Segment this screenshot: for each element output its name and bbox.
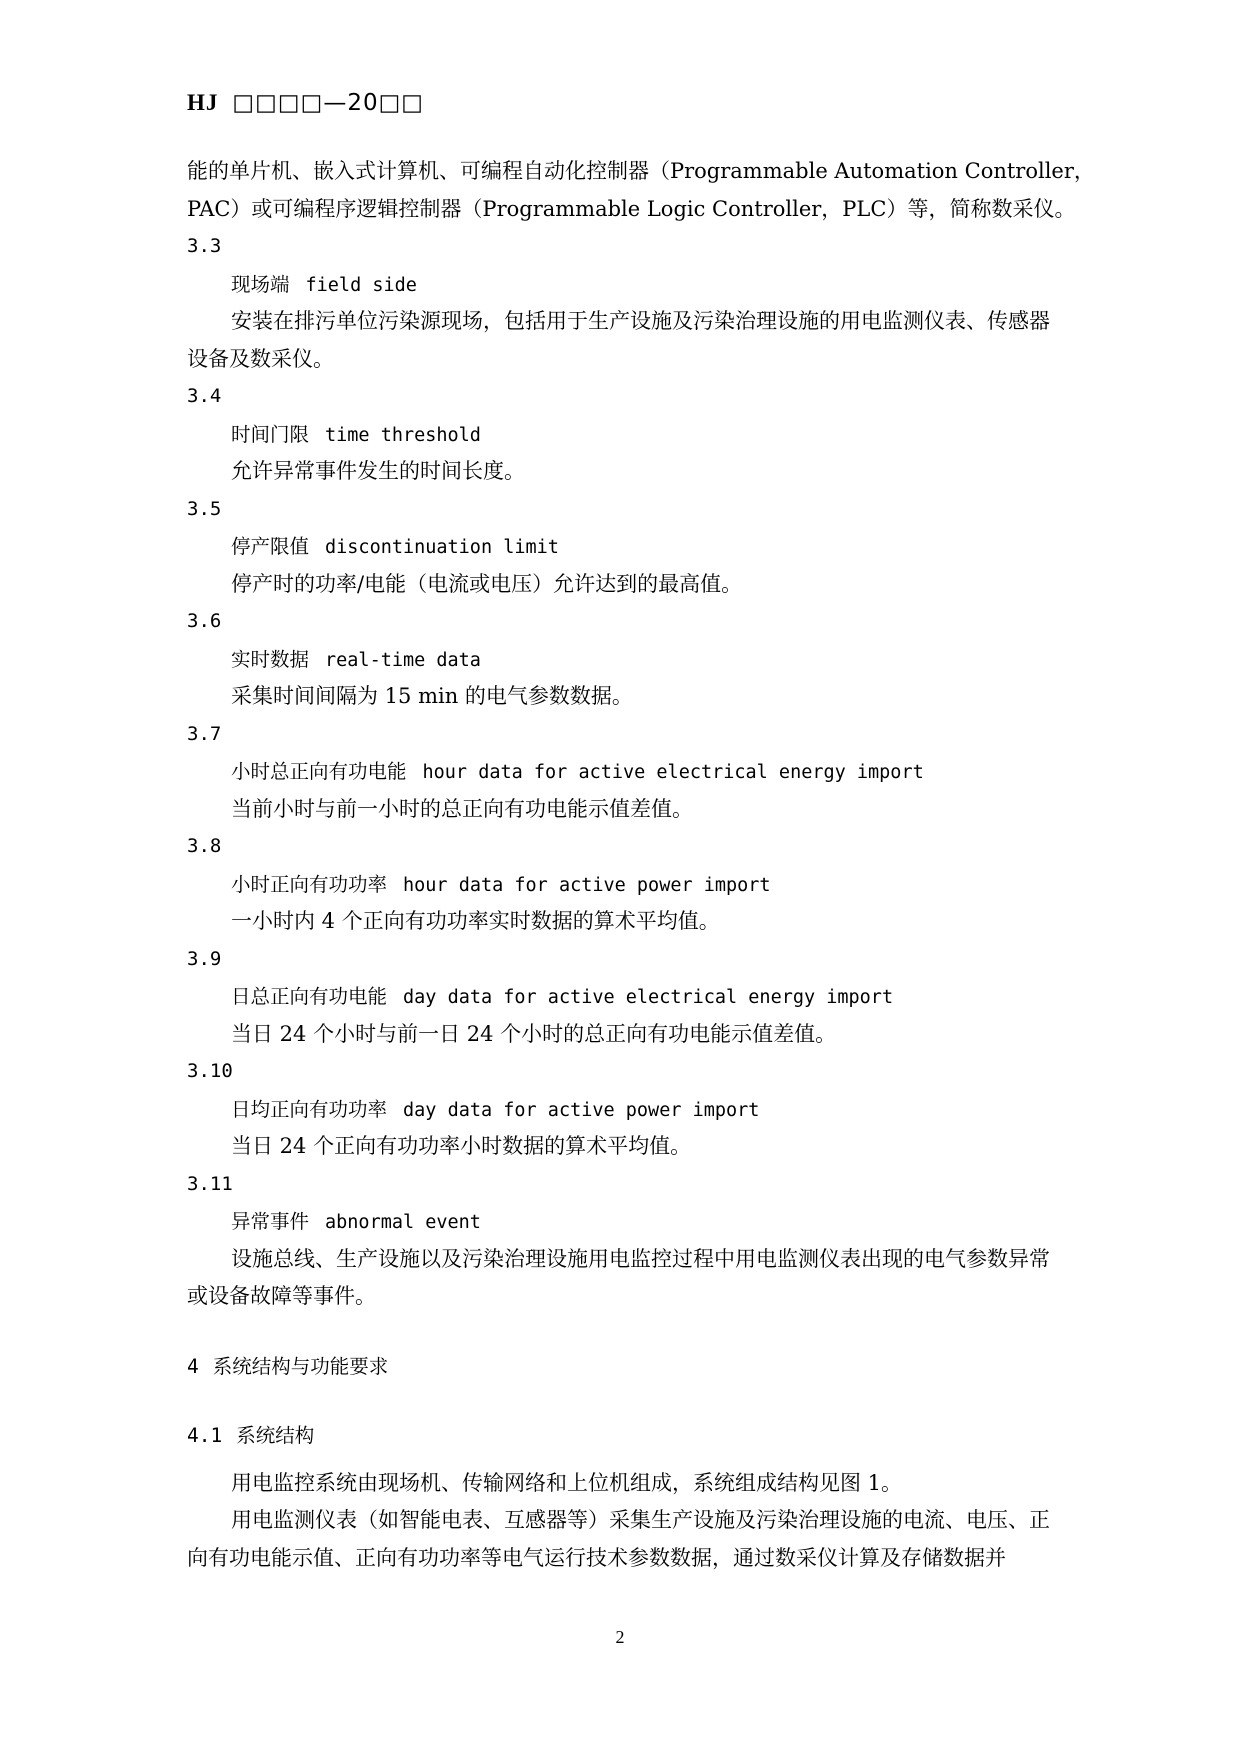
subsection-title: 系统结构 bbox=[236, 1424, 315, 1447]
term-definition: 设施总线、生产设施以及污染治理设施用电监控过程中用电监测仪表出现的电气参数异常或设备故障等事件。 bbox=[187, 1246, 1050, 1308]
term-number: 3.7 bbox=[187, 722, 222, 745]
term-number: 3.6 bbox=[187, 610, 222, 632]
spacer bbox=[187, 1316, 1055, 1348]
term-number: 3.10 bbox=[187, 1060, 233, 1082]
term-definition: 停产时的功率/电能（电流或电压）允许达到的最高值。 bbox=[231, 571, 743, 596]
term-chinese: 停产限值 bbox=[231, 535, 310, 558]
term-title bbox=[187, 416, 1055, 454]
term-chinese: 实时数据 bbox=[231, 647, 310, 671]
term-definition: 当前小时与前一小时的总正向有功电能示值差值。 bbox=[231, 796, 693, 821]
term-english: field side bbox=[305, 274, 417, 296]
term-chinese: 异常事件 bbox=[231, 1210, 310, 1233]
term-number: 3.4 bbox=[187, 385, 222, 407]
term-number: 3.8 bbox=[187, 835, 222, 857]
intro-line-1: 能的单片机、嵌入式计算机、可编程自动化控制器（Programmable Automation Controller， bbox=[187, 159, 1095, 183]
section-heading bbox=[187, 1348, 1055, 1386]
page-number: 2 bbox=[615, 1627, 625, 1647]
term-english: real-time data bbox=[325, 649, 481, 671]
term-english: day data for active power import bbox=[403, 1099, 760, 1121]
term-title bbox=[187, 866, 1055, 904]
spacer bbox=[187, 1455, 1055, 1465]
term-title bbox=[187, 266, 1055, 304]
section-number: 4 bbox=[187, 1354, 199, 1378]
term-chinese: 日总正向有功电能 bbox=[231, 985, 388, 1008]
term-chinese: 现场端 bbox=[231, 272, 290, 296]
standard-prefix: HJ bbox=[187, 90, 219, 115]
term-title bbox=[187, 753, 1055, 791]
term-number: 3.3 bbox=[187, 235, 222, 257]
document-body bbox=[187, 153, 1095, 1577]
subsection-heading bbox=[187, 1417, 1055, 1455]
term-number: 3.11 bbox=[187, 1172, 233, 1195]
term-english: day data for active electrical energy import bbox=[403, 987, 894, 1008]
term-definition: 允许异常事件发生的时间长度。 bbox=[231, 459, 525, 483]
term-title bbox=[187, 1203, 1055, 1241]
term-title bbox=[187, 978, 1055, 1016]
term-english: time threshold bbox=[325, 424, 481, 446]
term-title bbox=[187, 641, 1055, 679]
term-chinese: 小时正向有功功率 bbox=[231, 872, 388, 896]
section-title: 系统结构与功能要求 bbox=[212, 1354, 389, 1378]
term-chinese: 日均正向有功功率 bbox=[231, 1097, 388, 1121]
subsection-number: 4.1 bbox=[187, 1424, 223, 1447]
term-definition: 安装在排污单位污染源现场，包括用于生产设施及污染治理设施的用电监测仪表、传感器设备及数采仪。 bbox=[187, 309, 1050, 371]
term-title bbox=[187, 1091, 1055, 1129]
term-chinese: 小时总正向有功电能 bbox=[231, 760, 407, 783]
intro-line-2: PAC）或可编程序逻辑控制器（Programmable Logic Controller，PLC）等，简称数采仪。 bbox=[187, 196, 1076, 221]
term-number: 3.9 bbox=[187, 947, 222, 970]
term-definition: 当日 24 个正向有功功率小时数据的算术平均值。 bbox=[231, 1134, 692, 1158]
term-definition: 当日 24 个小时与前一日 24 个小时的总正向有功电能示值差值。 bbox=[231, 1021, 837, 1046]
term-english: hour data for active power import bbox=[403, 874, 771, 896]
standard-header bbox=[187, 88, 424, 118]
body-paragraph: 用电监控系统由现场机、传输网络和上位机组成，系统组成结构见图 1。 bbox=[231, 1470, 903, 1495]
standard-code: □□□□—20□□ bbox=[232, 90, 425, 116]
body-paragraph: 用电监测仪表（如智能电表、互感器等）采集生产设施及污染治理设施的电流、电压、正向有功电能示值、正向有功功率等电气运行技术参数数据，通过数采仪计算及存储数据并 bbox=[187, 1508, 1050, 1570]
term-english: abnormal event bbox=[325, 1212, 481, 1233]
term-english: discontinuation limit bbox=[325, 537, 559, 558]
term-number: 3.5 bbox=[187, 497, 222, 520]
term-definition: 采集时间间隔为 15 min 的电气参数数据。 bbox=[231, 684, 633, 708]
term-definition: 一小时内 4 个正向有功功率实时数据的算术平均值。 bbox=[231, 909, 720, 933]
term-title bbox=[187, 528, 1055, 566]
spacer bbox=[187, 1385, 1055, 1417]
term-chinese: 时间门限 bbox=[231, 422, 310, 446]
term-english: hour data for active electrical energy import bbox=[422, 762, 924, 783]
